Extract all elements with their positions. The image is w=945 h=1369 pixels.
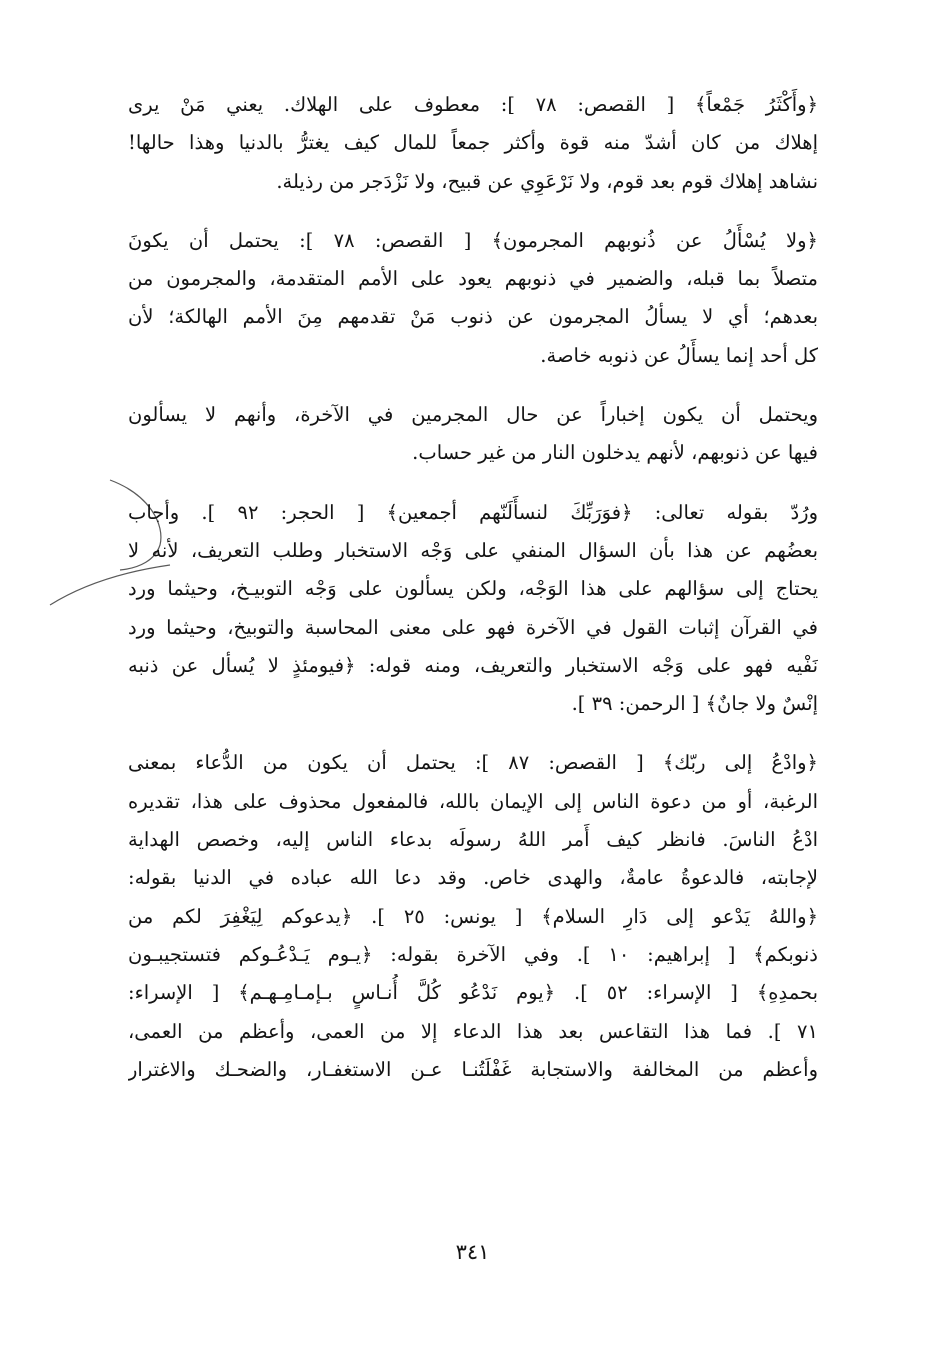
paragraph-1 — [128, 86, 818, 201]
text-line: ورُدّ بقوله تعالى: ﴿فوَرَبِّكَ لنسأَلَنّهم أجمعين﴾ [ الحجر: ٩٢ ]. وأجاب — [128, 500, 818, 524]
text-line: إهلاك من كان أشدّ منه قوة وأكثر جمعاً للمال كيف يغترُّ بالدنيا وهذا حالها! — [128, 131, 818, 155]
text-line: متصلاً بما قبله، والضمير في ذنوبهم يعود على الأمم المتقدمة، والمجرمون من — [128, 267, 818, 291]
text-line: بعضُهم عن هذا بأن السؤال المنفي على وَجْه الاستخبار وطلب التعريف، لأنه لا — [128, 538, 818, 562]
text-line: ﴿ولا يُسْأَلُ عن ذُنوبهم المجرمون﴾ [ القصص: ٧٨ ]: يحتمل أن يكونَ — [128, 228, 818, 252]
text-line: ﴿وأَكْثَرُ جَمْعاً﴾ [ القصص: ٧٨ ]: معطوف على الهلاك. يعني مَنْ يرى — [128, 93, 818, 116]
page-number: ٣٤١ — [455, 1240, 490, 1264]
text-line: نَفْيه فهو على وَجْه الاستخبار والتعريف، ومنه قوله: ﴿فيومئذٍ لا يُسأل عن ذنبه — [128, 653, 818, 677]
text-line: وأعظم من المخالفة والاستجابة غَفْلَتُنـا عـن الاستغفـار، والضحـك والاغترار — [128, 1057, 818, 1081]
paragraph-3 — [128, 396, 818, 473]
main-text — [128, 86, 818, 1110]
text-line: بحمدِهِ﴾ [ الإسراء: ٥٢ ]. ﴿يوم نَدْعُو كُلَّ أُنـاسٍ بـإمـامِـهـم﴾ [ الإسراء: — [128, 981, 818, 1005]
text-line: ذنوبكم﴾ [ إبراهيم: ١٠ ]. وفي الآخرة بقوله: ﴿يـوم يَـدْعُـوكم فتستجيبـون — [128, 942, 818, 966]
paragraph-2 — [128, 222, 818, 375]
text-line: ﴿واللهُ يَدْعو إلى دَارِ السلام﴾ [ يونس: ٢٥ ]. ﴿يدعوكم لِيَغْفِرَ لكم من — [128, 904, 818, 928]
paragraph-5 — [128, 744, 818, 1089]
text-line: نشاهد إهلاك قوم بعد قوم، ولا نَرْعَوِي عن قبيح، ولا نَزْدَجر من رذيلة. — [276, 169, 818, 193]
text-line: بعدهم؛ أي لا يسألُ المجرمون عن ذنوب مَنْ تقدمهم مِنَ الأمم الهالكة؛ لأن — [128, 305, 818, 329]
text-line: ﴿وادْعُ إلى ربّك﴾ [ القصص: ٨٧ ]: يحتمل أن يكون من الدُّعاء بمعنى — [128, 751, 818, 775]
text-line: يحتاج إلى سؤالهم على هذا الوَجْه، ولكن يسألون على وَجْه التوبيـخ، وحيثما ورد — [128, 577, 818, 601]
text-line: ادْعُ الناسَ. فانظر كيف أَمر اللهُ رسولَه بدعاء الناس إليه، وخصص الهداية — [128, 828, 818, 852]
paragraph-4 — [128, 494, 818, 724]
text-line: ٧١ ]. فما هذا التقاعس بعد هذا الدعاء إلا من العمى، وأعظم من العمى، — [128, 1019, 818, 1043]
text-line: في القرآن إثبات القول في الآخرة فهو على معنى المحاسبة والتوبيخ، وحيثما ورد — [128, 615, 818, 639]
text-line: إنْسٌ ولا جانٌ﴾ [ الرحمن: ٣٩ ]. — [571, 692, 818, 716]
text-line: الرغبة، أو من دعوة الناس إلى الإيمان بالله، فالمفعول محذوف على هذا، تقديره — [128, 789, 818, 813]
text-line: ويحتمل أن يكون إخباراً عن حال المجرمين في الآخرة، وأنهم لا يسألون — [128, 403, 818, 427]
text-line: كل أحد إنما يسأَلُ عن ذنوبه خاصة. — [540, 343, 818, 367]
text-line: فيها عن ذنوبهم، لأنهم يدخلون النار من غير حساب. — [412, 441, 818, 465]
text-line: لإجابته، فالدعوةُ عامةٌ، والهدى خاص. وقد دعا الله عباده في الدنيا بقوله: — [128, 866, 818, 890]
